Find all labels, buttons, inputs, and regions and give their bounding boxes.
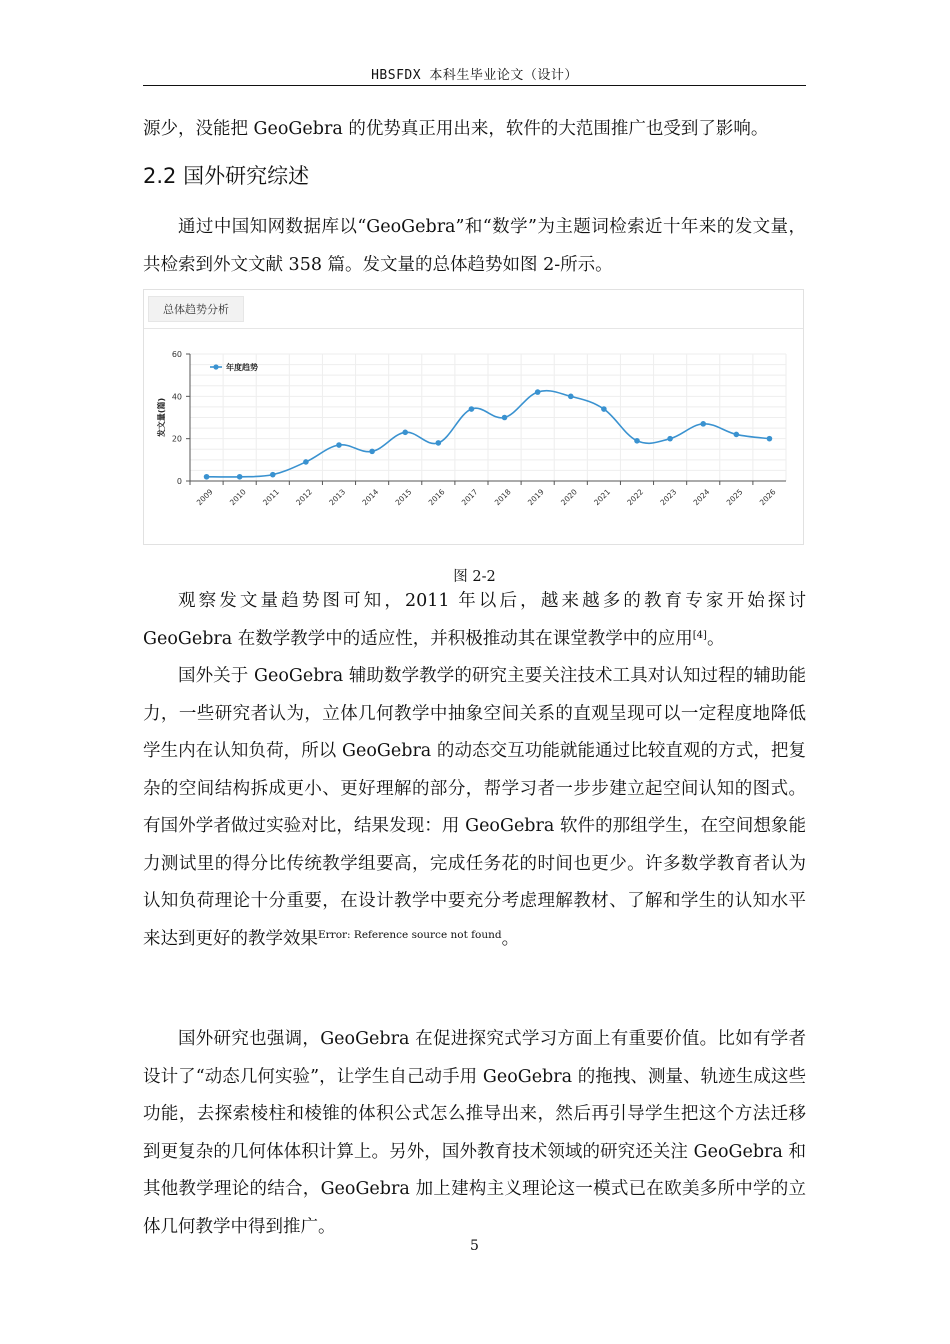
x-tick-label: 2024 <box>691 487 712 508</box>
y-axis-label: 发文量(篇) <box>157 397 166 438</box>
error-reference: Error: Reference source not found <box>318 928 502 941</box>
page-header: HBSFDX 本科生毕业论文（设计） <box>371 68 578 83</box>
x-tick-label: 2023 <box>658 487 679 508</box>
x-tick-label: 2020 <box>559 487 579 508</box>
data-point <box>535 389 541 395</box>
data-point <box>336 442 342 448</box>
x-tick-label: 2011 <box>261 487 281 508</box>
x-tick-label: 2012 <box>294 487 315 508</box>
x-tick-label: 2026 <box>757 487 778 508</box>
legend-label: 年度趋势 <box>226 363 258 372</box>
data-point <box>734 432 740 438</box>
paragraph-search: 通过中国知网数据库以“GeoGebra”和“数学”为主题词检索近十年来的发文量，共检索到外文文献 358 篇。发文量的总体趋势如图 2-所示。 <box>143 217 806 275</box>
x-tick-label: 2009 <box>194 487 215 508</box>
section-heading: 2.2 国外研究综述 <box>143 164 310 188</box>
data-point <box>634 438 640 444</box>
paragraph-cognitive <box>143 658 806 958</box>
chart-tab[interactable]: 总体趋势分析 <box>148 296 244 322</box>
paragraph-intro-end: 源少，没能把 GeoGebra 的优势真正用出来，软件的大范围推广也受到了影响。 <box>143 119 769 139</box>
data-point <box>601 406 607 412</box>
y-tick-label: 60 <box>171 350 182 359</box>
data-point <box>667 436 673 442</box>
x-tick-label: 2015 <box>393 487 414 508</box>
paragraph-observe <box>143 583 806 658</box>
x-tick-label: 2017 <box>459 487 480 508</box>
data-point <box>204 474 210 480</box>
page-number: 5 <box>470 1238 479 1254</box>
data-point <box>568 394 574 400</box>
x-tick-label: 2019 <box>525 487 546 508</box>
data-point <box>402 430 408 436</box>
data-point <box>237 474 243 480</box>
data-point <box>303 459 309 465</box>
chart-panel <box>143 289 804 545</box>
paragraph-cognitive-end: 。 <box>501 928 520 949</box>
data-point <box>270 472 276 478</box>
x-tick-label: 2014 <box>360 487 381 508</box>
paragraph-observe-end: 。 <box>706 628 725 649</box>
paragraph-observe-text: 观察发文量趋势图可知，2011 年以后，越来越多的教育专家开始探讨 GeoGebra 在数学教学中的适应性，并积极推动其在课堂教学中的应用 <box>143 591 806 649</box>
data-point <box>767 436 773 442</box>
data-point <box>469 406 475 412</box>
legend-marker <box>213 364 218 369</box>
x-tick-label: 2022 <box>625 487 646 508</box>
paragraph-inquiry: 国外研究也强调，GeoGebra 在促进探究式学习方面上有重要价值。比如有学者设计了“动态几何实验”，让学生自己动手用 GeoGebra 的拖拽、测量、轨迹生成这些功能，去探索棱柱和棱锥的体积公式怎么推导出来，然后再引导学生把这个方法迁移到更复杂的几何体体积计算上。另外，国外教育技术领域的研究还关注 GeoGebra 和其他教学理论的结合，GeoGebra 加上建构主义理论这一模式已在欧美多所中学的立体几何教学中得到推广。 <box>143 1029 806 1237</box>
header-rule <box>143 85 806 86</box>
trend-chart <box>144 290 803 544</box>
data-point <box>700 421 706 427</box>
data-point <box>369 449 375 455</box>
y-tick-label: 0 <box>176 477 182 486</box>
data-point <box>502 415 508 421</box>
x-tick-label: 2021 <box>592 487 613 508</box>
x-tick-label: 2010 <box>227 487 248 508</box>
figure-caption: 图 2-2 <box>453 569 496 585</box>
x-tick-label: 2018 <box>492 487 513 508</box>
citation-ref: [4] <box>692 629 707 641</box>
y-tick-label: 40 <box>171 392 182 402</box>
x-tick-label: 2016 <box>426 487 447 508</box>
data-point <box>436 440 442 446</box>
x-tick-label: 2013 <box>327 487 348 508</box>
paragraph-cognitive-text: 国外关于 GeoGebra 辅助数学教学的研究主要关注技术工具对认知过程的辅助能力，一些研究者认为，立体几何教学中抽象空间关系的直观呈现可以一定程度地降低学生内在认知负荷，所以 GeoGebra 的动态交互功能就能通过比较直观的方式，把复杂的空间结构拆成更小、更好理解的部分，帮学习者一步步建立起空间认知的图式。有国外学者做过实验对比，结果发现：用 GeoGebra 软件的那组学生，在空间想象能力测试里的得分比传统教学组要高，完成任务花的时间也更少。许多数学教育者认为认知负荷理论十分重要，在设计教学中要充分考虑理解教材、了解和学生的认知水平来达到更好的教学效果 <box>143 666 806 949</box>
y-tick-label: 20 <box>171 434 182 444</box>
x-tick-label: 2025 <box>724 487 745 508</box>
